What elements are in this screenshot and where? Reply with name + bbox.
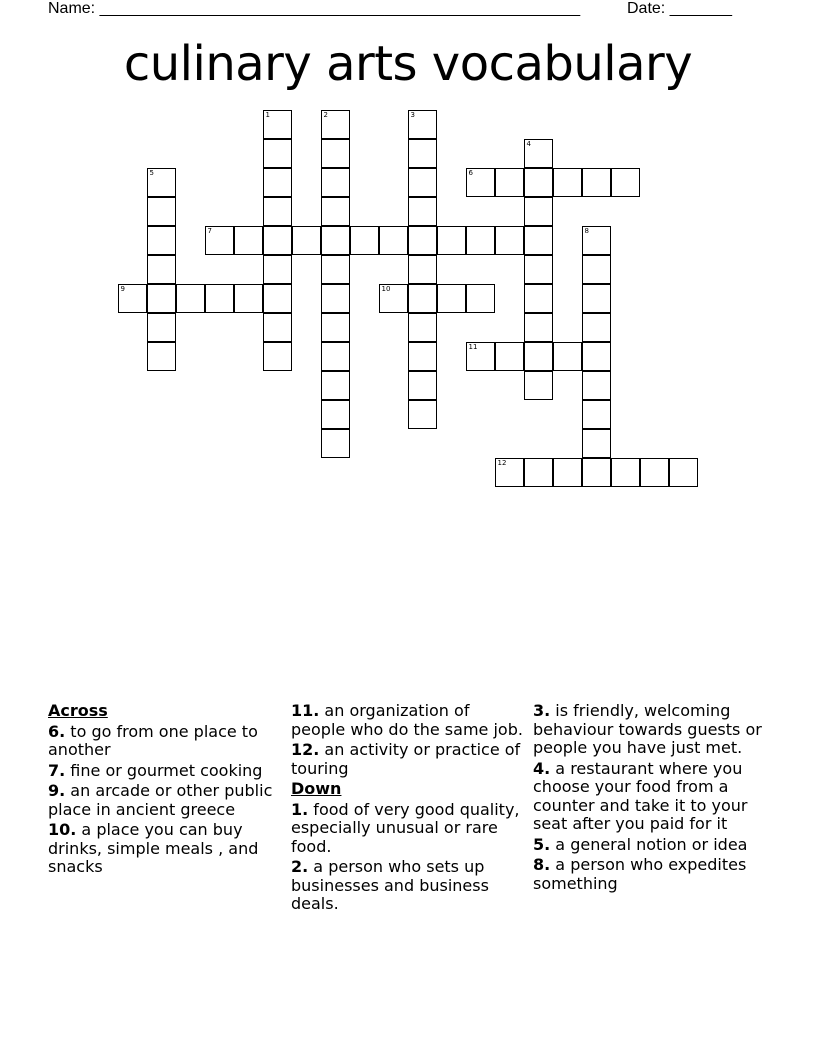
clue-down-2: 2. a person who sets up businesses and business deals. [291, 857, 489, 913]
grid-cell[interactable] [321, 226, 350, 255]
clue-number: 2 [323, 111, 328, 119]
grid-cell[interactable] [263, 226, 292, 255]
grid-cell[interactable] [582, 284, 611, 313]
grid-cell[interactable] [582, 400, 611, 429]
grid-cell[interactable] [524, 226, 553, 255]
grid-cell[interactable] [495, 342, 524, 371]
grid-cell[interactable] [640, 458, 669, 487]
grid-cell[interactable] [582, 342, 611, 371]
grid-cell[interactable] [176, 284, 205, 313]
grid-cell[interactable] [147, 226, 176, 255]
grid-cell[interactable] [524, 284, 553, 313]
clue-number: 3 [410, 111, 415, 119]
crossword-grid [0, 0, 816, 500]
clue-number: 9 [120, 285, 125, 293]
grid-cell[interactable] [524, 313, 553, 342]
grid-cell[interactable] [524, 255, 553, 284]
grid-cell[interactable] [408, 284, 437, 313]
clue-number: 1 [265, 111, 270, 119]
grid-cell[interactable] [466, 226, 495, 255]
grid-cell[interactable] [118, 284, 147, 313]
grid-cell[interactable] [582, 255, 611, 284]
clue-down-4: 4. a restaurant where you choose your food from a counter and take it to your seat after you paid for it [533, 758, 748, 833]
clue-number: 12 [497, 459, 507, 467]
grid-cell[interactable] [321, 197, 350, 226]
grid-cell[interactable] [205, 226, 234, 255]
grid-cell[interactable] [147, 255, 176, 284]
grid-cell[interactable] [524, 458, 553, 487]
grid-cell[interactable] [321, 342, 350, 371]
grid-cell[interactable] [263, 168, 292, 197]
grid-cell[interactable] [379, 284, 408, 313]
clue-across-6: 6. to go from one place to another [48, 721, 258, 759]
grid-cell[interactable] [553, 458, 582, 487]
grid-cell[interactable] [582, 429, 611, 458]
grid-cell[interactable] [437, 284, 466, 313]
grid-cell[interactable] [524, 139, 553, 168]
grid-cell[interactable] [495, 226, 524, 255]
grid-cell[interactable] [611, 168, 640, 197]
clue-down-5: 5. a general notion or idea [533, 834, 748, 854]
grid-cell[interactable] [263, 139, 292, 168]
grid-cell[interactable] [408, 313, 437, 342]
grid-cell[interactable] [292, 226, 321, 255]
grid-cell[interactable] [147, 197, 176, 226]
clue-down-1: 1. food of very good quality, especially unusual or rare food. [291, 799, 520, 856]
date-field[interactable]: Date: _______ [627, 0, 732, 17]
clue-number: 5 [149, 169, 154, 177]
grid-cell[interactable] [408, 255, 437, 284]
grid-cell[interactable] [234, 284, 263, 313]
grid-cell[interactable] [466, 342, 495, 371]
grid-cell[interactable] [553, 168, 582, 197]
name-field[interactable]: Name: ______________________________________________________ [48, 0, 581, 17]
grid-cell[interactable] [466, 168, 495, 197]
grid-cell[interactable] [147, 342, 176, 371]
across-heading: Across [48, 701, 108, 720]
down-heading: Down [291, 779, 342, 798]
grid-cell[interactable] [408, 110, 437, 139]
clue-across-12: 12. an activity or practice of touring [291, 740, 521, 778]
clue-across-10: 10. a place you can buy drinks, simple meals , and snacks [48, 820, 259, 876]
clue-down-8: 8. a person who expedites something [533, 855, 747, 893]
grid-cell[interactable] [321, 168, 350, 197]
grid-cell[interactable] [205, 284, 234, 313]
clue-across-9: 9. an arcade or other public place in ancient greece [48, 781, 273, 819]
grid-cell[interactable] [553, 342, 582, 371]
clue-number: 8 [584, 227, 589, 235]
clue-number: 10 [381, 285, 391, 293]
grid-cell[interactable] [524, 168, 553, 197]
grid-cell[interactable] [321, 110, 350, 139]
grid-cell[interactable] [321, 313, 350, 342]
grid-cell[interactable] [147, 284, 176, 313]
grid-cell[interactable] [263, 197, 292, 226]
grid-cell[interactable] [408, 342, 437, 371]
grid-cell[interactable] [321, 284, 350, 313]
clue-number: 7 [207, 227, 212, 235]
grid-cell[interactable] [582, 226, 611, 255]
grid-cell[interactable] [263, 110, 292, 139]
grid-cell[interactable] [321, 139, 350, 168]
grid-cell[interactable] [263, 255, 292, 284]
grid-cell[interactable] [408, 139, 437, 168]
grid-cell[interactable] [321, 371, 350, 400]
grid-cell[interactable] [147, 168, 176, 197]
grid-cell[interactable] [263, 342, 292, 371]
grid-cell[interactable] [582, 371, 611, 400]
grid-cell[interactable] [234, 226, 263, 255]
grid-cell[interactable] [437, 226, 466, 255]
clue-column-1 [48, 702, 280, 879]
clue-column-3 [533, 702, 765, 895]
clue-across-7: 7. fine or gourmet cooking [48, 760, 263, 780]
clue-column-2 [291, 702, 523, 916]
grid-cell[interactable] [408, 197, 437, 226]
grid-cell[interactable] [263, 284, 292, 313]
grid-cell[interactable] [524, 197, 553, 226]
grid-cell[interactable] [263, 313, 292, 342]
grid-cell[interactable] [408, 226, 437, 255]
grid-cell[interactable] [582, 313, 611, 342]
grid-cell[interactable] [321, 255, 350, 284]
grid-cell[interactable] [495, 168, 524, 197]
grid-cell[interactable] [611, 458, 640, 487]
grid-cell[interactable] [524, 371, 553, 400]
clue-number: 4 [526, 140, 531, 148]
grid-cell[interactable] [582, 458, 611, 487]
clue-number: 11 [468, 343, 478, 351]
grid-cell[interactable] [524, 342, 553, 371]
grid-cell[interactable] [408, 400, 437, 429]
grid-cell[interactable] [408, 168, 437, 197]
grid-cell[interactable] [466, 284, 495, 313]
grid-cell[interactable] [582, 168, 611, 197]
clue-number: 6 [468, 169, 473, 177]
grid-cell[interactable] [321, 429, 350, 458]
grid-cell[interactable] [379, 226, 408, 255]
clue-across-11: 11. an organization of people who do the same job. [291, 701, 523, 739]
grid-cell[interactable] [350, 226, 379, 255]
grid-cell[interactable] [321, 400, 350, 429]
grid-cell[interactable] [495, 458, 524, 487]
grid-cell[interactable] [408, 371, 437, 400]
page-title: culinary arts vocabulary [123, 36, 693, 92]
clue-down-3: 3. is friendly, welcoming behaviour towards guests or people you have just met. [533, 701, 762, 757]
grid-cell[interactable] [147, 313, 176, 342]
grid-cell[interactable] [669, 458, 698, 487]
